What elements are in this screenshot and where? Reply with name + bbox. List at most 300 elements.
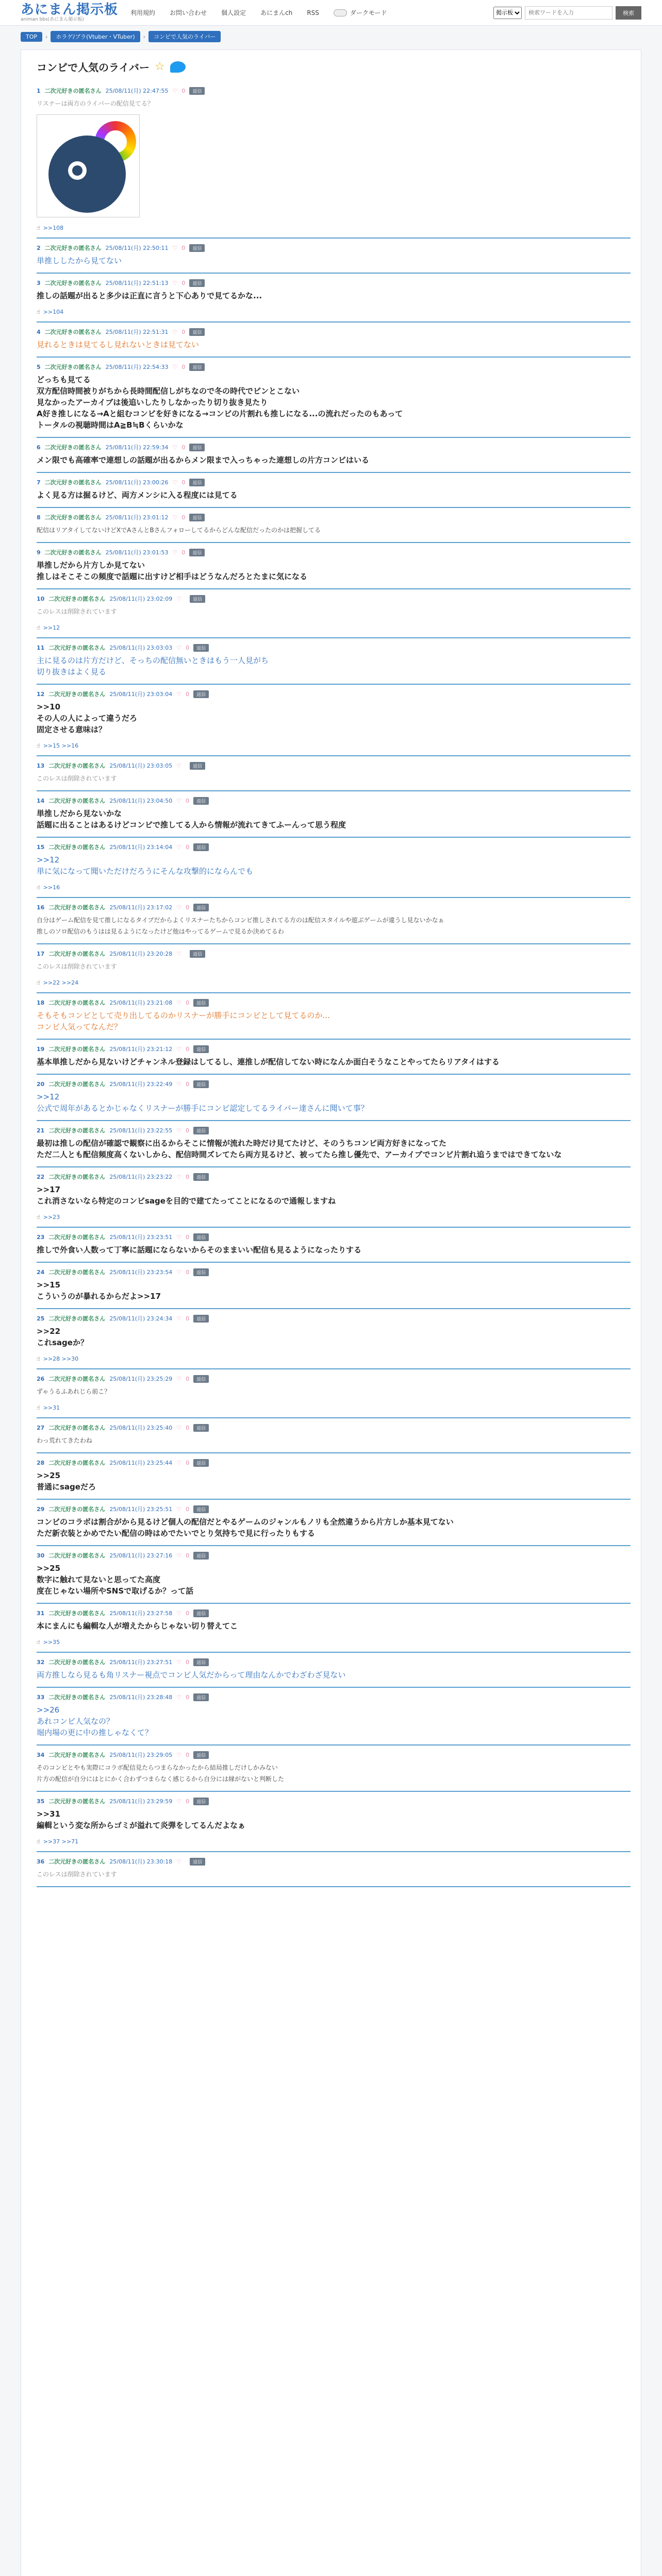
heart-icon[interactable]: ♡ [176, 1552, 182, 1559]
post [37, 508, 631, 543]
post-body [37, 98, 631, 109]
reply-hand-icon: ☝ [37, 225, 40, 231]
reply-button[interactable]: 返信 [193, 690, 209, 698]
heart-icon[interactable]: ♡ [176, 1751, 182, 1758]
nav-contact[interactable]: お問い合わせ [170, 9, 207, 16]
anchor-links[interactable]: >>15 >>16 [43, 742, 79, 749]
post-number[interactable]: 31 [37, 1609, 45, 1617]
reply-anchors [37, 309, 631, 315]
reply-button[interactable]: 返信 [193, 1505, 209, 1513]
like-count: 0 [186, 1127, 190, 1134]
like-count: 0 [181, 479, 186, 486]
post-body [37, 1669, 631, 1681]
post-body [37, 489, 631, 501]
favorite-star-icon[interactable]: ☆ [155, 60, 165, 73]
post-date: 25/08/11(月) 23:27:51 [109, 1659, 173, 1666]
post-body [37, 1326, 631, 1348]
post-line: 度在じゃない場所やSNSで取げるか？って話 [37, 1586, 194, 1596]
post-line: 双方配信時間被りがちから長時間配信しがちなので冬の時代でピンとこない [37, 386, 300, 396]
reply-button[interactable]: 返信 [193, 843, 209, 851]
post [37, 1500, 631, 1546]
like-count: 0 [186, 1080, 190, 1088]
post-number[interactable]: 9 [37, 549, 41, 556]
post-number[interactable]: 11 [37, 644, 45, 651]
post-line: 堀内場の更に中の推しゃなくて？ [37, 1728, 153, 1737]
dark-mode-toggle[interactable] [334, 8, 387, 17]
reply-button[interactable]: 返信 [193, 1693, 209, 1701]
post-body [37, 1869, 631, 1880]
reply-button[interactable]: 返信 [193, 1798, 209, 1805]
post-number[interactable]: 7 [37, 479, 41, 486]
post-number[interactable]: 33 [37, 1693, 45, 1701]
post-line: 固定させる意味は？ [37, 725, 107, 734]
post-number[interactable]: 12 [37, 690, 45, 698]
like-count: 0 [186, 1552, 190, 1559]
post-number[interactable]: 3 [37, 279, 41, 286]
poster-name: 二次元好きの匿名さん [48, 1694, 106, 1701]
post-line: わっ荒れてきたわね [37, 1437, 92, 1444]
heart-icon[interactable]: ♡ [172, 87, 178, 94]
poster-name: 二次元好きの匿名さん [48, 596, 106, 602]
post [37, 358, 631, 438]
post-line: 単推しだから片方しか見てない [37, 561, 145, 570]
reply-button[interactable]: 返信 [193, 1080, 209, 1088]
reply-button[interactable]: 返信 [189, 87, 205, 95]
reply-button[interactable]: 返信 [193, 1173, 209, 1181]
post [37, 1263, 631, 1309]
post-line: あれコンビ人気なの？ [37, 1717, 114, 1726]
anchor-links[interactable]: >>31 [43, 1404, 60, 1411]
post [37, 1745, 631, 1792]
heart-icon[interactable]: ♡ [172, 363, 178, 370]
anchor-links[interactable]: >>22 >>24 [43, 979, 79, 986]
post-line: 推しはそこそこの頻度で話題に出すけど相手はどうなんだろとたまに気になる [37, 572, 308, 581]
post-line: このレスは削除されています [37, 963, 117, 970]
reply-anchors [37, 624, 631, 631]
nav-settings[interactable]: 個人設定 [221, 9, 246, 16]
reply-button[interactable]: 返信 [193, 1424, 209, 1432]
post-number[interactable]: 19 [37, 1045, 45, 1053]
post-line: ただ二人とも配信頻度高くないしから、配信時間ズレてたら両方見るけど、被ってたら推し優先で、アーカイブでコンビ片割れ追うまではできてないな [37, 1150, 562, 1159]
reply-button[interactable]: 返信 [190, 762, 205, 770]
post-date: 25/08/11(月) 22:50:11 [105, 245, 169, 251]
breadcrumb-thread[interactable]: コンビで人気のライバー [148, 31, 221, 42]
site-logo[interactable] [21, 3, 118, 22]
reply-hand-icon: ☝ [37, 309, 40, 315]
post-line: そもそもコンビとして売り出してるのかリスナーが勝手にコンビとして見てるのか... [37, 1011, 330, 1020]
post-line: 最初は推しの配信が確認で観察に出るからそこに情報が流れた時だけ見てたけど、そのうちコンビ両方好きになってた [37, 1139, 447, 1148]
thread-title-row [37, 59, 631, 74]
anchor-links[interactable]: >>16 [43, 884, 60, 891]
post-number[interactable]: 5 [37, 363, 41, 370]
heart-icon[interactable]: ♡ [176, 1858, 182, 1865]
like-count: 0 [186, 1315, 190, 1322]
search-bar [493, 6, 641, 20]
post-number[interactable]: 25 [37, 1315, 45, 1322]
reply-anchors [37, 742, 631, 749]
heart-icon[interactable]: ♡ [176, 1127, 182, 1134]
twitter-share-icon[interactable] [170, 61, 186, 73]
reply-button[interactable]: 返信 [190, 595, 205, 603]
search-button[interactable]: 検索 [616, 6, 641, 20]
post-line: 単推ししたから見てない [37, 256, 122, 265]
anchor-links[interactable]: >>37 >>71 [43, 1838, 79, 1845]
post-date: 25/08/11(月) 23:25:44 [109, 1460, 173, 1466]
poster-name: 二次元好きの匿名さん [48, 1798, 106, 1805]
post-number[interactable]: 21 [37, 1127, 45, 1134]
post-date: 25/08/11(月) 23:03:04 [109, 691, 173, 698]
top-bar [0, 0, 662, 26]
reply-button[interactable]: 返信 [189, 444, 205, 451]
heart-icon[interactable]: ♡ [176, 1375, 182, 1382]
post-line: そのコンビとやも実際にコラボ配信見たらつまらなかったから結局推しだけしかみない [37, 1764, 278, 1771]
heart-icon[interactable]: ♡ [176, 999, 182, 1006]
post-line: >>22 [37, 1327, 61, 1336]
post-line: これsageか？ [37, 1338, 88, 1347]
search-scope-select[interactable] [493, 7, 522, 19]
post-header [37, 1693, 631, 1701]
post-number[interactable]: 8 [37, 514, 41, 521]
post [37, 473, 631, 508]
like-count: 0 [186, 904, 190, 911]
search-input[interactable] [525, 6, 613, 20]
heart-icon[interactable]: ♡ [176, 1693, 182, 1701]
like-count: 0 [181, 244, 186, 251]
thread-container [21, 49, 641, 2576]
post-line: 推しのソロ配信のもうはは見るようになったけど他はやってるゲームで見るか決めてるわ [37, 928, 284, 935]
post-header [37, 796, 631, 805]
reply-button[interactable]: 返信 [189, 479, 205, 486]
post-body [37, 854, 631, 877]
anchor-links[interactable]: >>23 [43, 1214, 60, 1221]
post [37, 1121, 631, 1167]
logo-subtext: animan bbs(あにまん掲示板) [21, 17, 84, 22]
post-line: 単推しだから見ないかな [37, 809, 122, 818]
heart-icon[interactable]: ♡ [176, 1268, 182, 1276]
post [37, 1040, 631, 1075]
post [37, 1453, 631, 1500]
poster-name: 二次元好きの匿名さん [48, 999, 106, 1006]
like-count: 0 [186, 1658, 190, 1666]
post-number[interactable]: 20 [37, 1080, 45, 1088]
reply-button[interactable]: 返信 [193, 1045, 209, 1053]
dark-mode-label: ダークモード [350, 9, 387, 16]
reply-button[interactable]: 返信 [193, 1459, 209, 1467]
reply-button[interactable]: 返信 [193, 1233, 209, 1241]
post-header [37, 1857, 631, 1866]
post-body [37, 454, 631, 466]
post-line: >>12 [37, 855, 60, 865]
main-nav [130, 8, 387, 17]
reply-button[interactable]: 返信 [189, 328, 205, 336]
reply-button[interactable]: 返信 [189, 549, 205, 556]
post-line: 公式で周年があるとかじゃなくリスナーが勝手にコンビ認定してるライバー達さんに聞いて事？ [37, 1104, 369, 1113]
post-number[interactable]: 15 [37, 843, 45, 851]
reply-button[interactable]: 返信 [189, 363, 205, 371]
post-body [37, 1563, 631, 1597]
like-count: 0 [186, 1173, 190, 1180]
post-number[interactable]: 13 [37, 762, 45, 769]
post [37, 1604, 631, 1653]
post-header [37, 1080, 631, 1088]
post-body [37, 606, 631, 617]
reply-button[interactable]: 返信 [193, 1127, 209, 1134]
heart-icon[interactable]: ♡ [176, 644, 182, 651]
post-header [37, 1505, 631, 1513]
post-number[interactable]: 22 [37, 1173, 45, 1180]
post [37, 274, 631, 323]
post-number[interactable]: 35 [37, 1798, 45, 1805]
like-count: 0 [186, 1609, 190, 1617]
post-number[interactable]: 26 [37, 1375, 45, 1382]
post-list [37, 81, 631, 1887]
post [37, 81, 631, 239]
like-count: 0 [181, 279, 186, 286]
post-line: このレスは削除されています [37, 775, 117, 782]
poster-name: 二次元好きの匿名さん [44, 88, 102, 94]
reply-button[interactable]: 返信 [193, 1609, 209, 1617]
heart-icon[interactable]: ♡ [172, 549, 178, 556]
post-header [37, 1233, 631, 1241]
like-count: 0 [181, 87, 186, 94]
reply-button[interactable]: 返信 [189, 279, 205, 287]
poster-name: 二次元好きの匿名さん [48, 1610, 106, 1617]
post [37, 993, 631, 1040]
post [37, 1167, 631, 1228]
post-line: 両方推しなら見るも角リスナー視点でコンビ人気だからって理由なんかでわざわざ見ない [37, 1670, 346, 1680]
heart-icon[interactable]: ♡ [172, 244, 178, 251]
post-line: 切り抜きはよく見る [37, 667, 107, 676]
heart-icon[interactable]: ♡ [172, 479, 178, 486]
post-body [37, 655, 631, 677]
post-date: 25/08/11(月) 23:21:08 [109, 999, 173, 1006]
heart-icon[interactable]: ♡ [176, 1045, 182, 1053]
post-number[interactable]: 16 [37, 904, 45, 911]
post-header [37, 950, 631, 958]
poster-name: 二次元好きの匿名さん [48, 951, 106, 957]
post-number[interactable]: 4 [37, 328, 41, 335]
post-header [37, 513, 631, 521]
heart-icon[interactable]: ♡ [176, 595, 182, 602]
post-header [37, 595, 631, 603]
post [37, 323, 631, 358]
post-line: コンビ人気ってなんだ？ [37, 1022, 122, 1031]
mascot-head [48, 135, 126, 213]
post-header [37, 1314, 631, 1323]
post-line: 話題に出ることはあるけどコンビで推してる人から情報が流れてきてふーんって思う程度 [37, 820, 346, 829]
heart-icon[interactable]: ♡ [176, 690, 182, 698]
poster-name: 二次元好きの匿名さん [44, 329, 102, 335]
post-line: >>15 [37, 1280, 61, 1290]
reply-button[interactable]: 返信 [193, 1268, 209, 1276]
anchor-links[interactable]: >>108 [43, 225, 64, 231]
like-count: 0 [186, 999, 190, 1006]
poster-name: 二次元好きの匿名さん [48, 1376, 106, 1382]
reply-button[interactable]: 返信 [193, 644, 209, 652]
anchor-links[interactable]: >>35 [43, 1639, 60, 1646]
heart-icon[interactable]: ♡ [176, 1505, 182, 1513]
breadcrumb-category[interactable]: ホラゲ/ブラ(Vtuber・VTuber) [51, 31, 140, 42]
like-count: 0 [181, 363, 186, 370]
poster-name: 二次元好きの匿名さん [48, 1269, 106, 1276]
heart-icon[interactable]: ♡ [176, 950, 182, 957]
like-count: 0 [186, 1459, 190, 1466]
post-number[interactable]: 34 [37, 1751, 45, 1758]
post-header [37, 843, 631, 851]
post-header [37, 328, 631, 336]
heart-icon[interactable]: ♡ [172, 279, 178, 286]
post-body [37, 290, 631, 301]
post [37, 589, 631, 638]
heart-icon[interactable]: ♡ [172, 444, 178, 451]
heart-icon[interactable]: ♡ [176, 1658, 182, 1666]
breadcrumb-top[interactable]: TOP [21, 32, 42, 42]
reply-button[interactable]: 返信 [193, 1375, 209, 1383]
post-body [37, 914, 631, 937]
post-line: 本にまんにも編輯な人が増えたからじゃない切り替えてこ [37, 1621, 238, 1631]
heart-icon[interactable]: ♡ [176, 904, 182, 911]
post-header [37, 1751, 631, 1759]
post-line: ただ新衣装とかめでたい配信の時はめでたいでとり気持ちで見に行ったりもする [37, 1529, 315, 1538]
reply-hand-icon: ☝ [37, 1639, 40, 1646]
reply-button[interactable]: 返信 [193, 797, 209, 805]
post-date: 25/08/11(月) 22:54:33 [105, 364, 169, 370]
heart-icon[interactable]: ♡ [176, 762, 182, 769]
post-line: こういうのが暴れるからだよ>>17 [37, 1292, 161, 1301]
poster-name: 二次元好きの匿名さん [44, 514, 102, 521]
heart-icon[interactable]: ♡ [176, 1459, 182, 1466]
post-header [37, 903, 631, 911]
like-count: 0 [186, 1045, 190, 1053]
post-number[interactable]: 28 [37, 1459, 45, 1466]
post [37, 239, 631, 274]
post-body [37, 1762, 631, 1785]
post [37, 898, 631, 944]
post [37, 1228, 631, 1263]
like-count: 0 [186, 1268, 190, 1276]
reply-button[interactable]: 返信 [193, 999, 209, 1007]
nav-rss[interactable]: RSS [307, 9, 319, 16]
heart-icon[interactable]: ♡ [172, 328, 178, 335]
heart-icon[interactable]: ♡ [176, 1424, 182, 1431]
post-number[interactable]: 30 [37, 1552, 45, 1559]
post-line: 推しの話題が出ると多少は正直に言うと下心ありで見てるかな... [37, 291, 262, 300]
post-number[interactable]: 23 [37, 1233, 45, 1241]
post-number[interactable]: 10 [37, 595, 45, 602]
post-line: >>25 [37, 1564, 61, 1573]
reply-button[interactable]: 返信 [190, 950, 205, 958]
reply-button[interactable]: 返信 [189, 514, 205, 521]
reply-button[interactable]: 返信 [193, 1751, 209, 1759]
reply-button[interactable]: 返信 [193, 1658, 209, 1666]
post-header [37, 1375, 631, 1383]
like-count: 0 [181, 444, 186, 451]
post-number[interactable]: 17 [37, 950, 45, 957]
reply-button[interactable]: 返信 [193, 1315, 209, 1323]
post-line: メン限でも高確率で連想しの話題が出るからメン限まで入っちゃった連想しの片方コンビはいる [37, 455, 370, 465]
post-number[interactable]: 2 [37, 244, 41, 251]
post-header [37, 363, 631, 371]
post-date: 25/08/11(月) 23:02:09 [109, 596, 173, 602]
post [37, 838, 631, 898]
post-number[interactable]: 14 [37, 797, 45, 804]
heart-icon[interactable]: ♡ [176, 843, 182, 851]
poster-name: 二次元好きの匿名さん [48, 1234, 106, 1241]
nav-animanch[interactable]: あにまんch [260, 9, 293, 16]
reply-button[interactable]: 返信 [190, 1858, 205, 1866]
post-line: 数字に触れて見ないと思ってた高度 [37, 1575, 161, 1584]
post [37, 1852, 631, 1887]
post-number[interactable]: 1 [37, 87, 41, 94]
post-header [37, 1423, 631, 1432]
reply-hand-icon: ☝ [37, 884, 40, 891]
post-date: 25/08/11(月) 23:03:05 [109, 762, 173, 769]
post-line: 単に気になって聞いただけだろうにそんな攻撃的にならんでも [37, 867, 254, 876]
poster-name: 二次元好きの匿名さん [48, 1425, 106, 1431]
post-header [37, 443, 631, 451]
post-number[interactable]: 27 [37, 1424, 45, 1431]
post-number[interactable]: 29 [37, 1505, 45, 1513]
post-line: 自分はゲーム配信を見て推しになるタイプだからよくリスナーたちからコンビ推しされてる方のは配信スタイルや遊ぶゲームが違うし見ないかなぁ [37, 917, 444, 924]
anchor-links[interactable]: >>28 >>30 [43, 1355, 79, 1362]
reply-hand-icon: ☝ [37, 1355, 40, 1362]
post-number[interactable]: 6 [37, 444, 41, 451]
anchor-links[interactable]: >>104 [43, 309, 64, 315]
like-count: 0 [186, 1505, 190, 1513]
reply-button[interactable]: 返信 [193, 1552, 209, 1560]
heart-icon[interactable]: ♡ [176, 1080, 182, 1088]
heart-icon[interactable]: ♡ [172, 514, 178, 521]
heart-icon[interactable]: ♡ [176, 1315, 182, 1322]
post-date: 25/08/11(月) 23:27:58 [109, 1610, 173, 1617]
anchor-links[interactable]: >>12 [43, 624, 60, 631]
heart-icon[interactable]: ♡ [176, 1173, 182, 1180]
post-line: このレスは削除されています [37, 1871, 117, 1878]
post-header [37, 1551, 631, 1560]
post-number[interactable]: 36 [37, 1858, 45, 1865]
post-image[interactable] [37, 114, 140, 217]
post-date: 25/08/11(月) 23:29:59 [109, 1798, 173, 1805]
poster-name: 二次元好きの匿名さん [48, 645, 106, 651]
like-count: 0 [186, 1233, 190, 1241]
heart-icon[interactable]: ♡ [176, 1233, 182, 1241]
post-line: その人の人によって違うだろ [37, 714, 138, 723]
poster-name: 二次元好きの匿名さん [48, 1081, 106, 1088]
post-body [37, 1091, 631, 1114]
post-number[interactable]: 18 [37, 999, 45, 1006]
heart-icon[interactable]: ♡ [176, 1798, 182, 1805]
heart-icon[interactable]: ♡ [176, 797, 182, 804]
post-body [37, 374, 631, 431]
post-number[interactable]: 32 [37, 1658, 45, 1666]
post-date: 25/08/11(月) 22:47:55 [105, 88, 169, 94]
post-line: 主に見るのは片方だけど、そっちの配信無いときはもう一人見がち [37, 656, 269, 665]
reply-button[interactable]: 返信 [193, 904, 209, 911]
post-date: 25/08/11(月) 23:25:29 [109, 1376, 173, 1382]
reply-button[interactable]: 返信 [189, 244, 205, 252]
post-date: 25/08/11(月) 23:22:55 [109, 1127, 173, 1134]
nav-terms[interactable]: 利用規約 [130, 9, 156, 16]
post-header [37, 761, 631, 770]
like-count: 0 [186, 1798, 190, 1805]
reply-anchors [37, 1355, 631, 1362]
post-header [37, 279, 631, 287]
post-number[interactable]: 24 [37, 1268, 45, 1276]
post [37, 1309, 631, 1369]
heart-icon[interactable]: ♡ [176, 1609, 182, 1617]
post-header [37, 998, 631, 1007]
poster-name: 二次元好きの匿名さん [44, 280, 102, 286]
